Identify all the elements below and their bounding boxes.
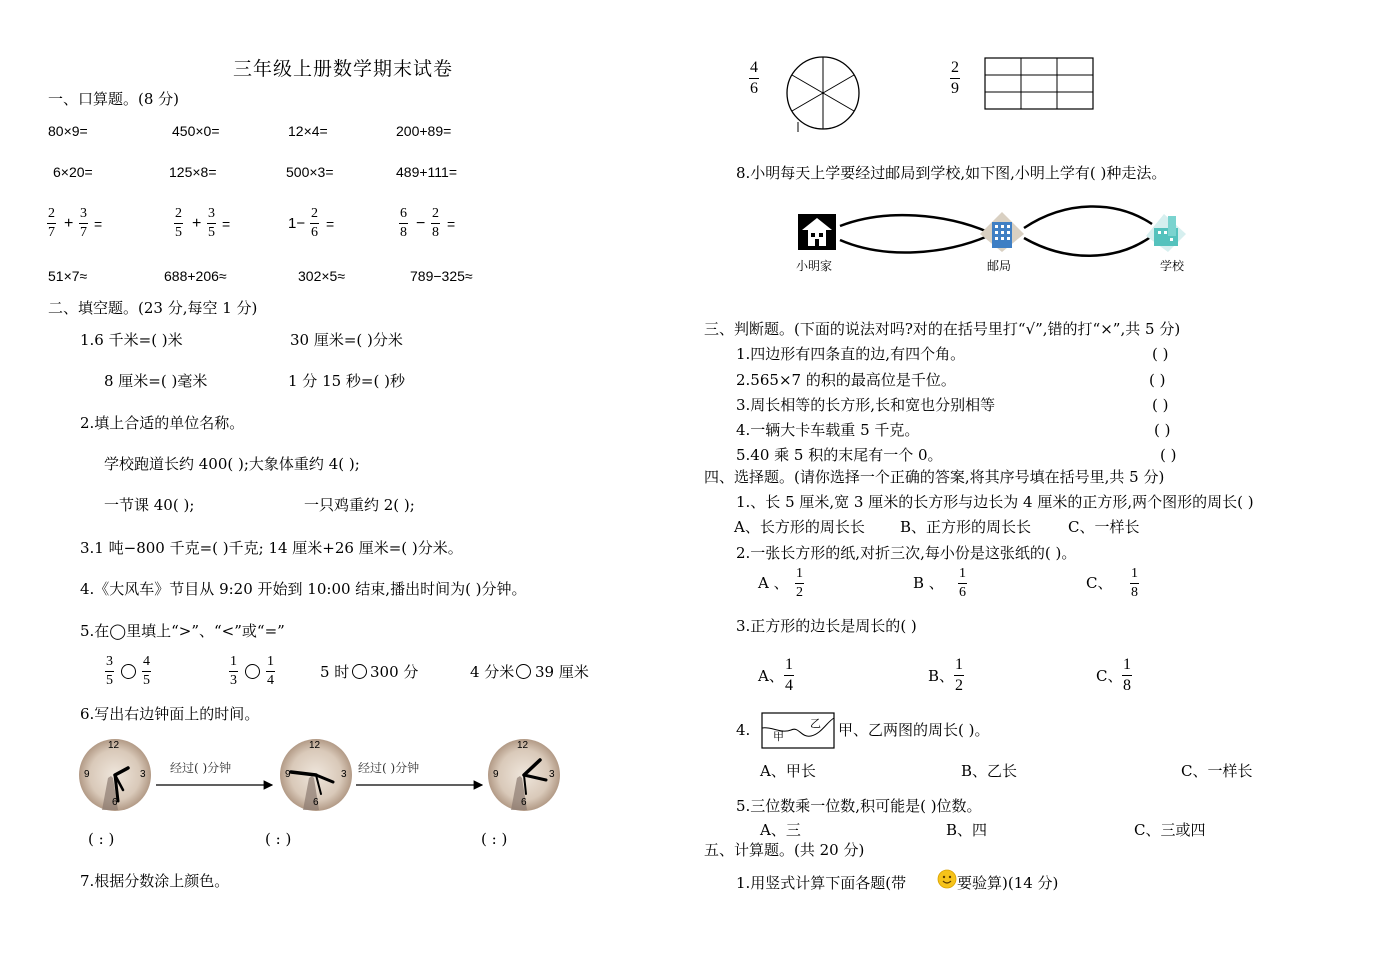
clock-num-3: 3 [549, 769, 555, 780]
choice-q5-a: A、三 [760, 821, 801, 839]
compare-circle[interactable] [516, 664, 531, 679]
time-blank-2: ( : ) [265, 830, 292, 848]
estimate-1: 51×7≈ [48, 268, 88, 284]
fraction: $\frac{3}{5}$ [106, 654, 113, 688]
fill-q5: 5.在◯里填上“>”、“<”或“=” [80, 622, 285, 640]
clock-num-9: 9 [285, 769, 291, 780]
estimate-4: 789−325≈ [410, 268, 473, 284]
fill-q2a: 学校跑道长约 400( );大象体重约 4( ); [104, 455, 360, 473]
estimate-2: 688+206≈ [164, 268, 227, 284]
compare-right: 300 分 [370, 663, 419, 681]
judge-5: 5.40 乘 5 积的末尾有一个 0。 [736, 446, 943, 464]
calc-q1-end: 要验算)(14 分) [957, 874, 1059, 892]
oral-6: 125×8= [169, 164, 217, 180]
choice-q5-c: C、三或四 [1134, 821, 1206, 839]
fill-q1b: 30 厘米=( )分米 [290, 331, 403, 349]
fill-q2c: 一只鸡重约 2( ); [304, 496, 415, 514]
oral-4: 200+89= [396, 123, 452, 139]
fraction: $\frac{4}{6}$ [750, 59, 758, 97]
choice-q4-b: B、乙长 [961, 762, 1018, 780]
judge-paren-4: ( ) [1154, 421, 1171, 439]
oral-2: 450×0= [172, 123, 220, 139]
clock-num-12: 12 [517, 740, 529, 751]
fraction: $\frac{2}{7}$ [48, 206, 55, 240]
region-label-b: 乙 [810, 717, 821, 730]
fraction: $\frac{2}{5}$ [175, 206, 182, 240]
clock-num-12: 12 [108, 740, 120, 751]
grid-ninths-figure [984, 57, 1096, 111]
oral-7: 500×3= [286, 164, 334, 180]
choice-q3-c: C、 [1096, 667, 1123, 685]
fraction: $\frac{1}{4}$ [267, 654, 274, 688]
calc-q1-start: 1.用竖式计算下面各题(带 [736, 874, 907, 892]
choice-q1-b: B、正方形的周长长 [900, 518, 1032, 536]
fraction: $\frac{1}{8}$ [1123, 656, 1131, 694]
clock-num-3: 3 [140, 769, 146, 780]
judge-paren-3: ( ) [1152, 396, 1169, 414]
post-office-icon [980, 212, 1024, 252]
one-minus: 1− [288, 215, 306, 232]
clock-num-6: 6 [313, 797, 319, 808]
fraction: $\frac{1}{6}$ [959, 566, 966, 600]
equals: = [326, 216, 335, 232]
choice-q2-a: A 、 [758, 574, 789, 592]
fill-q2b: 一节课 40( ); [104, 496, 195, 514]
clock-num-9: 9 [84, 769, 90, 780]
house-icon [798, 214, 836, 250]
fill-q8: 8.小明每天上学要经过邮局到学校,如下图,小明上学有( )种走法。 [736, 164, 1167, 182]
fraction: $\frac{4}{5}$ [143, 654, 150, 688]
smiley-icon [937, 869, 957, 889]
fill-q1c: 8 厘米=( )毫米 [104, 372, 208, 390]
clock-num-12: 12 [309, 740, 321, 751]
judge-1: 1.四边形有四条直的边,有四个角。 [736, 345, 966, 363]
operator: + [192, 215, 202, 232]
fraction: $\frac{2}{6}$ [311, 206, 318, 240]
choice-q4-a: A、甲长 [760, 762, 816, 780]
operator: − [416, 215, 426, 232]
route-diagram [796, 200, 1216, 260]
oral-5: 6×20= [53, 164, 93, 180]
oral-3: 12×4= [288, 123, 328, 139]
choice-q1: 1.、长 5 厘米,宽 3 厘米的长方形与边长为 4 厘米的正方形,两个图形的周长( ) [736, 493, 1254, 511]
fraction: $\frac{6}{8}$ [400, 206, 407, 240]
fill-q1a: 1.6 千米=( )米 [80, 331, 183, 349]
choice-q5: 5.三位数乘一位数,积可能是( )位数。 [736, 797, 982, 815]
compare-circle[interactable] [352, 664, 367, 679]
choice-q3-a: A、 [758, 667, 784, 685]
label-post-office: 邮局 [987, 259, 1012, 273]
judge-paren-1: ( ) [1152, 345, 1169, 363]
choice-q2-b: B 、 [913, 574, 944, 592]
clock-num-9: 9 [493, 769, 499, 780]
choice-q1-a: A、长方形的周长长 [734, 518, 865, 536]
fraction: $\frac{1}{4}$ [785, 656, 793, 694]
judge-4: 4.一辆大卡车载重 5 千克。 [736, 421, 920, 439]
fill-q4: 4.《大风车》节目从 9:20 开始到 10:00 结束,播出时间为( )分钟。 [80, 580, 527, 598]
circle-sixths-figure [786, 56, 866, 136]
section-3-header: 三、判断题。(下面的说法对吗?对的在括号里打“√”,错的打“×”,共 5 分) [704, 320, 1181, 338]
estimate-3: 302×5≈ [298, 268, 346, 284]
oral-8: 489+111= [396, 164, 457, 180]
compare-right: 39 厘米 [535, 663, 589, 681]
operator: + [64, 215, 74, 232]
choice-q2-c: C、 [1086, 574, 1113, 592]
fraction: $\frac{3}{7}$ [80, 206, 87, 240]
label-school: 学校 [1160, 259, 1185, 273]
region-label-a: 甲 [773, 730, 784, 743]
clock-num-6: 6 [112, 797, 118, 808]
section-4-header: 四、选择题。(请你选择一个正确的答案,将其序号填在括号里,共 5 分) [704, 468, 1165, 486]
choice-q3-b: B、 [928, 667, 955, 685]
fraction: $\frac{3}{5}$ [208, 206, 215, 240]
choice-q2: 2.一张长方形的纸,对折三次,每小份是这张纸的( )。 [736, 544, 1077, 562]
clock-num-6: 6 [521, 797, 527, 808]
choice-q5-b: B、四 [946, 821, 988, 839]
compare-circle[interactable] [245, 664, 260, 679]
section-1-header: 一、口算题。(8 分) [48, 90, 180, 108]
fraction: $\frac{1}{2}$ [955, 656, 963, 694]
elapsed-label-2: 经过( )分钟 [358, 761, 420, 775]
judge-paren-5: ( ) [1160, 446, 1177, 464]
compare-left: 5 时 [320, 663, 350, 681]
equals: = [222, 216, 231, 232]
page-title: 三年级上册数学期末试卷 [233, 58, 454, 80]
fraction: $\frac{1}{3}$ [230, 654, 237, 688]
school-icon [1146, 214, 1186, 252]
fill-q2: 2.填上合适的单位名称。 [80, 414, 245, 432]
fill-q1d: 1 分 15 秒=( )秒 [288, 372, 405, 390]
fraction: $\frac{2}{9}$ [951, 59, 959, 97]
judge-2: 2.565×7 的积的最高位是千位。 [736, 371, 956, 389]
oral-1: 80×9= [48, 123, 88, 139]
time-blank-1: ( : ) [88, 830, 115, 848]
equals: = [447, 216, 456, 232]
choice-q4-number: 4. [736, 721, 751, 739]
elapsed-label-1: 经过( )分钟 [170, 761, 232, 775]
equals: = [94, 216, 103, 232]
fraction: $\frac{1}{2}$ [796, 566, 803, 600]
clock-num-3: 3 [341, 769, 347, 780]
fill-q7: 7.根据分数涂上颜色。 [80, 872, 230, 890]
choice-q1-c: C、一样长 [1068, 518, 1140, 536]
choice-q4-c: C、一样长 [1181, 762, 1253, 780]
compare-left: 4 分米 [470, 663, 515, 681]
time-blank-3: ( : ) [481, 830, 508, 848]
fill-q6: 6.写出右边钟面上的时间。 [80, 705, 260, 723]
section-5-header: 五、计算题。(共 20 分) [704, 841, 865, 859]
compare-circle[interactable] [121, 664, 136, 679]
fill-q3: 3.1 吨−800 千克=( )千克; 14 厘米+26 厘米=( )分米。 [80, 539, 463, 557]
fraction: $\frac{1}{8}$ [1131, 566, 1138, 600]
label-home: 小明家 [796, 259, 833, 273]
judge-paren-2: ( ) [1149, 371, 1166, 389]
choice-q3: 3.正方形的边长是周长的( ) [736, 617, 917, 635]
choice-q4: 甲、乙两图的周长( )。 [838, 721, 990, 739]
judge-3: 3.周长相等的长方形,长和宽也分别相等 [736, 396, 996, 414]
section-2-header: 二、填空题。(23 分,每空 1 分) [48, 299, 258, 317]
fraction: $\frac{2}{8}$ [432, 206, 439, 240]
